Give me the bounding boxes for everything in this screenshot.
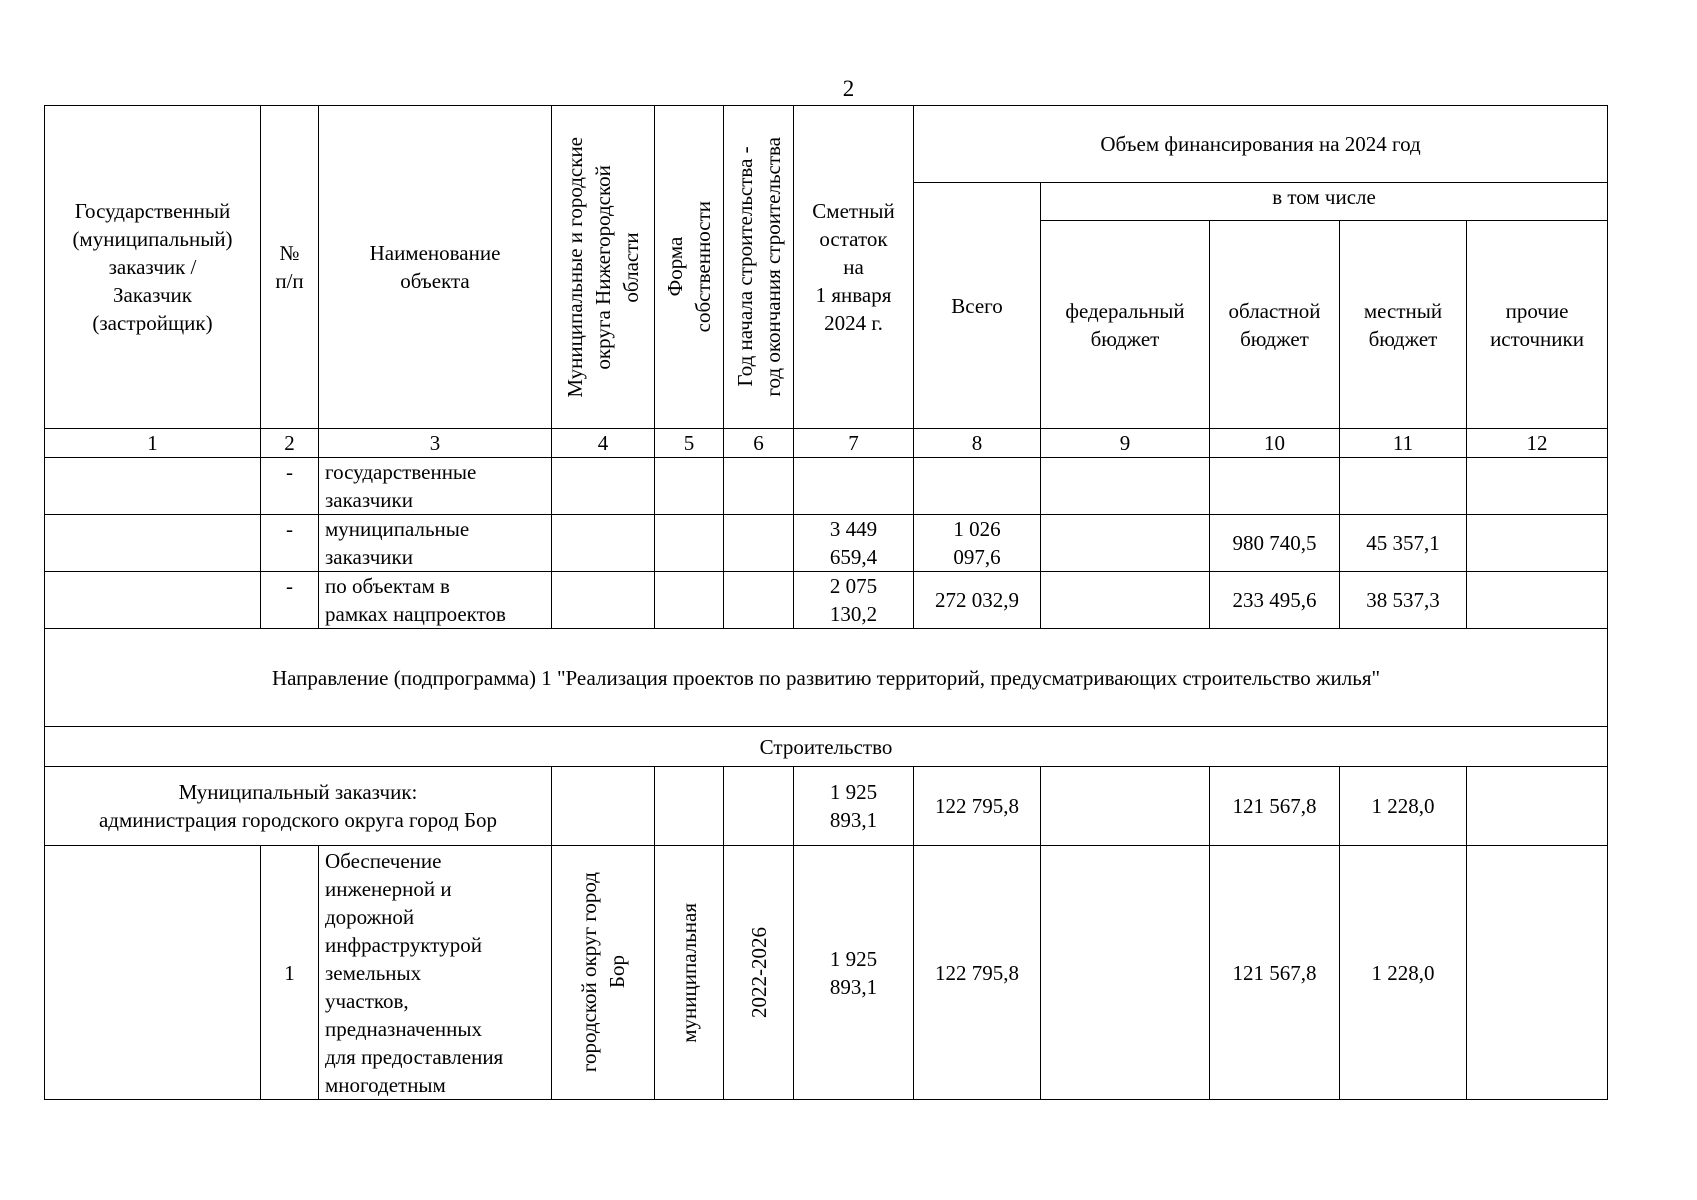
empty-cell <box>552 767 655 846</box>
customer-row <box>45 767 1608 846</box>
header-object-name: Наименование объекта <box>319 106 552 429</box>
financing-table <box>44 105 1608 1100</box>
summary-federal <box>1041 515 1210 572</box>
summary-local: 45 357,1 <box>1340 515 1467 572</box>
summary-total <box>914 458 1041 515</box>
section-row <box>45 727 1608 767</box>
header-including: в том числе <box>1041 183 1608 221</box>
summary-total: 1 026 097,6 <box>914 515 1041 572</box>
object-ownership <box>655 846 724 1100</box>
summary-balance: 3 449 659,4 <box>794 515 914 572</box>
object-number: 1 <box>261 846 319 1100</box>
summary-total: 272 032,9 <box>914 572 1041 629</box>
summary-federal <box>1041 572 1210 629</box>
summary-balance <box>794 458 914 515</box>
column-number: 8 <box>914 429 1041 458</box>
summary-local <box>1340 458 1467 515</box>
header-local: местный бюджет <box>1340 221 1467 429</box>
summary-dash: - <box>261 515 319 572</box>
customer-regional: 121 567,8 <box>1210 767 1340 846</box>
header-number: № п/п <box>261 106 319 429</box>
object-regional: 121 567,8 <box>1210 846 1340 1100</box>
summary-regional: 233 495,6 <box>1210 572 1340 629</box>
header-customer: Государственный (муниципальный) заказчик / Заказчик (застройщик) <box>45 106 261 429</box>
header-years-label: Год начала строительства - год окончания строительства <box>732 137 785 397</box>
empty-cell <box>724 458 794 515</box>
object-municipality <box>552 846 655 1100</box>
column-number: 3 <box>319 429 552 458</box>
column-number: 10 <box>1210 429 1340 458</box>
section-title: Строительство <box>45 727 1608 767</box>
customer-local: 1 228,0 <box>1340 767 1467 846</box>
object-other <box>1467 846 1608 1100</box>
object-local: 1 228,0 <box>1340 846 1467 1100</box>
column-numbers-row <box>45 429 1608 458</box>
summary-other <box>1467 572 1608 629</box>
object-ownership-label: муниципальная <box>677 902 701 1043</box>
direction-row <box>45 629 1608 727</box>
summary-other <box>1467 458 1608 515</box>
header-federal: федеральный бюджет <box>1041 221 1210 429</box>
header-row-1 <box>45 106 1608 183</box>
empty-cell <box>724 515 794 572</box>
empty-cell <box>45 572 261 629</box>
summary-federal <box>1041 458 1210 515</box>
summary-dash: - <box>261 458 319 515</box>
column-number: 5 <box>655 429 724 458</box>
customer-name: Муниципальный заказчик: администрация городского округа город Бор <box>45 767 552 846</box>
summary-row-municipal <box>45 515 1608 572</box>
header-other: прочие источники <box>1467 221 1608 429</box>
empty-cell <box>655 767 724 846</box>
column-number: 11 <box>1340 429 1467 458</box>
header-ownership <box>655 106 724 429</box>
object-name: Обеспечение инженерной и дорожной инфраструктурой земельных участков, предназначенных для предоставления многодетным <box>319 846 552 1100</box>
header-ownership-label: Форма собственности <box>663 201 715 333</box>
summary-name: государственные заказчики <box>319 458 552 515</box>
empty-cell <box>724 767 794 846</box>
customer-other <box>1467 767 1608 846</box>
object-federal <box>1041 846 1210 1100</box>
direction-title: Направление (подпрограмма) 1 "Реализация проектов по развитию территорий, предусматривающих строительство жилья" <box>45 629 1608 727</box>
empty-cell <box>45 515 261 572</box>
header-municipality <box>552 106 655 429</box>
summary-regional <box>1210 458 1340 515</box>
customer-total: 122 795,8 <box>914 767 1041 846</box>
header-regional: областной бюджет <box>1210 221 1340 429</box>
object-years-label: 2022-2026 <box>746 927 771 1018</box>
empty-cell <box>655 458 724 515</box>
summary-name: по объектам в рамках нацпроектов <box>319 572 552 629</box>
summary-row-natprojects <box>45 572 1608 629</box>
column-number: 12 <box>1467 429 1608 458</box>
summary-name: муниципальные заказчики <box>319 515 552 572</box>
column-number: 2 <box>261 429 319 458</box>
empty-cell <box>655 515 724 572</box>
object-years <box>724 846 794 1100</box>
header-estimate-balance: Сметный остаток на 1 января 2024 г. <box>794 106 914 429</box>
page-number: 2 <box>842 76 855 101</box>
column-number: 1 <box>45 429 261 458</box>
summary-dash: - <box>261 572 319 629</box>
empty-cell <box>552 572 655 629</box>
header-municipality-label: Муниципальные и городские округа Нижегородской области <box>563 136 643 398</box>
empty-cell <box>724 572 794 629</box>
column-number: 9 <box>1041 429 1210 458</box>
customer-federal <box>1041 767 1210 846</box>
empty-cell <box>45 458 261 515</box>
header-total: Всего <box>914 183 1041 429</box>
summary-local: 38 537,3 <box>1340 572 1467 629</box>
summary-balance: 2 075 130,2 <box>794 572 914 629</box>
header-financing-title: Объем финансирования на 2024 год <box>914 106 1608 183</box>
object-row <box>45 846 1608 1100</box>
empty-cell <box>552 458 655 515</box>
column-number: 7 <box>794 429 914 458</box>
empty-cell <box>655 572 724 629</box>
empty-cell <box>552 515 655 572</box>
column-number: 4 <box>552 429 655 458</box>
object-municipality-label: городской округ город Бор <box>577 872 629 1073</box>
object-balance: 1 925 893,1 <box>794 846 914 1100</box>
column-number: 6 <box>724 429 794 458</box>
summary-regional: 980 740,5 <box>1210 515 1340 572</box>
summary-row-state <box>45 458 1608 515</box>
empty-cell <box>45 846 261 1100</box>
customer-balance: 1 925 893,1 <box>794 767 914 846</box>
summary-other <box>1467 515 1608 572</box>
object-total: 122 795,8 <box>914 846 1041 1100</box>
header-years <box>724 106 794 429</box>
